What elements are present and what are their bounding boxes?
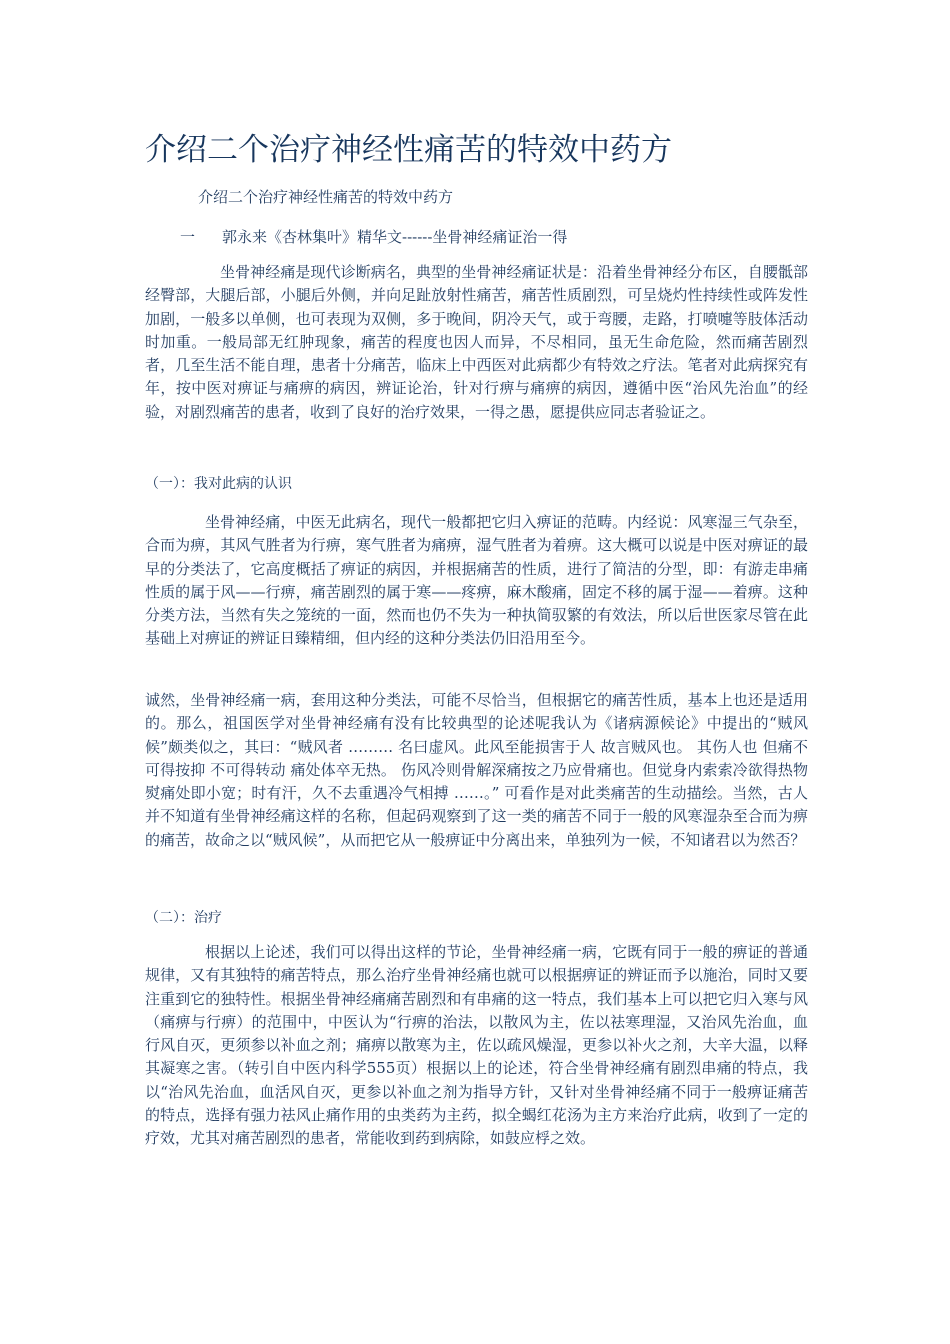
paragraph-intro: 坐骨神经痛是现代诊断病名，典型的坐骨神经痛证状是：沿着坐骨神经分布区，自腰骶部经臀部，大腿后部，小腿后外侧，并向足趾放射性痛苦，痛苦性质剧烈，可呈烧灼性持续性或阵发性加剧，一般多以单侧，也可表现为双侧，多于晚间，阴冷天气，或于弯腰，走路，打喷嚏等肢体活动时加重。一般局部无红肿现象，痛苦的程度也因人而异，不尽相同，虽无生命危险，然而痛苦剧烈者，几至生活不能自理，患者十分痛苦，临床上中西医对此病都少有特效之疗法。笔者对此病探究有年，按中医对痹证与痛痹的病因，辨证论治，针对行痹与痛痹的病因，遵循中医“治风先治血”的经验，对剧烈痛苦的患者，收到了良好的治疗效果，一得之愚，愿提供应同志者验证之。 (145, 263, 808, 421)
section-heading-treatment: （二）：治疗 (145, 910, 222, 926)
section-heading-understanding: （一）：我对此病的认识 (145, 476, 292, 492)
document-title: 介绍二个治疗神经性痛苦的特效中药方 (145, 132, 672, 168)
paragraph-classification: 坐骨神经痛，中医无此病名，现代一般都把它归入痹证的范畴。内经说：风寒湿三气杂至，合而为痹，其风气胜者为行痹，寒气胜者为痛痹，湿气胜者为着痹。这大概可以说是中医对痹证的最早的分类法了，它高度概括了痹证的病因，并根据痛苦的性质，进行了简洁的分型，即：有游走串痛性质的属于风——行痹，痛苦剧烈的属于寒——疼痹，麻木酸痛，固定不移的属于湿——着痹。这种分类方法，当然有失之笼统的一面，然而也仍不失为一种执简驭繁的有效法，所以后世医家尽管在此基础上对痹证的辨证日臻精细，但内经的这种分类法仍旧沿用至今。 (145, 513, 808, 648)
paragraph-treatment: 根据以上论述，我们可以得出这样的节论，坐骨神经痛一病，它既有同于一般的痹证的普通规律，又有其独特的痛苦特点，那么治疗坐骨神经痛也就可以根据痹证的辨证而予以施治，同时又要注重到它的独特性。根据坐骨神经痛痛苦剧烈和有串痛的这一特点，我们基本上可以把它归入寒与风（痛痹与行痹）的范围中，中医认为“行痹的治法，以散风为主，佐以祛寒理湿，又治风先治血，血行风自灭，更须参以补血之剂；痛痹以散寒为主，佐以疏风燥湿，更参以补火之剂，大辛大温，以释其凝寒之害。（转引自中医内科学555页）根据以上的论述，符合坐骨神经痛有剧烈串痛的特点，我以“治风先治血，血活风自灭，更参以补血之剂为指导方针，又针对坐骨神经痛不同于一般痹证痛苦的特点，选择有强力祛风止痛作用的虫类药为主药，拟全蝎红花汤为主方来治疗此病，收到了一定的疗效，尤其对痛苦剧烈的患者，常能收到药到病除，如鼓应桴之效。 (145, 943, 808, 1148)
document-subtitle: 介绍二个治疗神经性痛苦的特效中药方 (198, 188, 454, 206)
section-subheading (180, 226, 567, 248)
subheading-text: 郭永来《杏林集叶》精华文------坐骨神经痛证治一得 (222, 228, 568, 246)
paragraph-classical-reference: 诚然，坐骨神经痛一病，套用这种分类法，可能不尽恰当，但根据它的痛苦性质，基本上也还是适用的。那么，祖国医学对坐骨神经痛有没有比较典型的论述呢我认为《诸病源候论》中提出的“贼风候”颇类似之，其曰：“贼风者 ……… 名曰虚风。此风至能损害于人 故言贼风也。 其伤人也 但痛不可得按抑 不可得转动 痛处体卒无热。 伤风冷则骨解深痛按之乃应骨痛也。但觉身内索索冷欲得热物熨痛处即小宽；时有汗，久不去重遇冷气相搏 ……。” 可看作是对此类痛苦的生动描绘。当然，古人并不知道有坐骨神经痛这样的名称，但起码观察到了这一类的痛苦不同于一般的风寒湿杂至合而为痹的痛苦，故命之以“贼风候”，从而把它从一般痹证中分离出来，单独列为一候，不知诸君以为然否？ (145, 691, 808, 849)
subheading-number: 一 (180, 228, 196, 246)
